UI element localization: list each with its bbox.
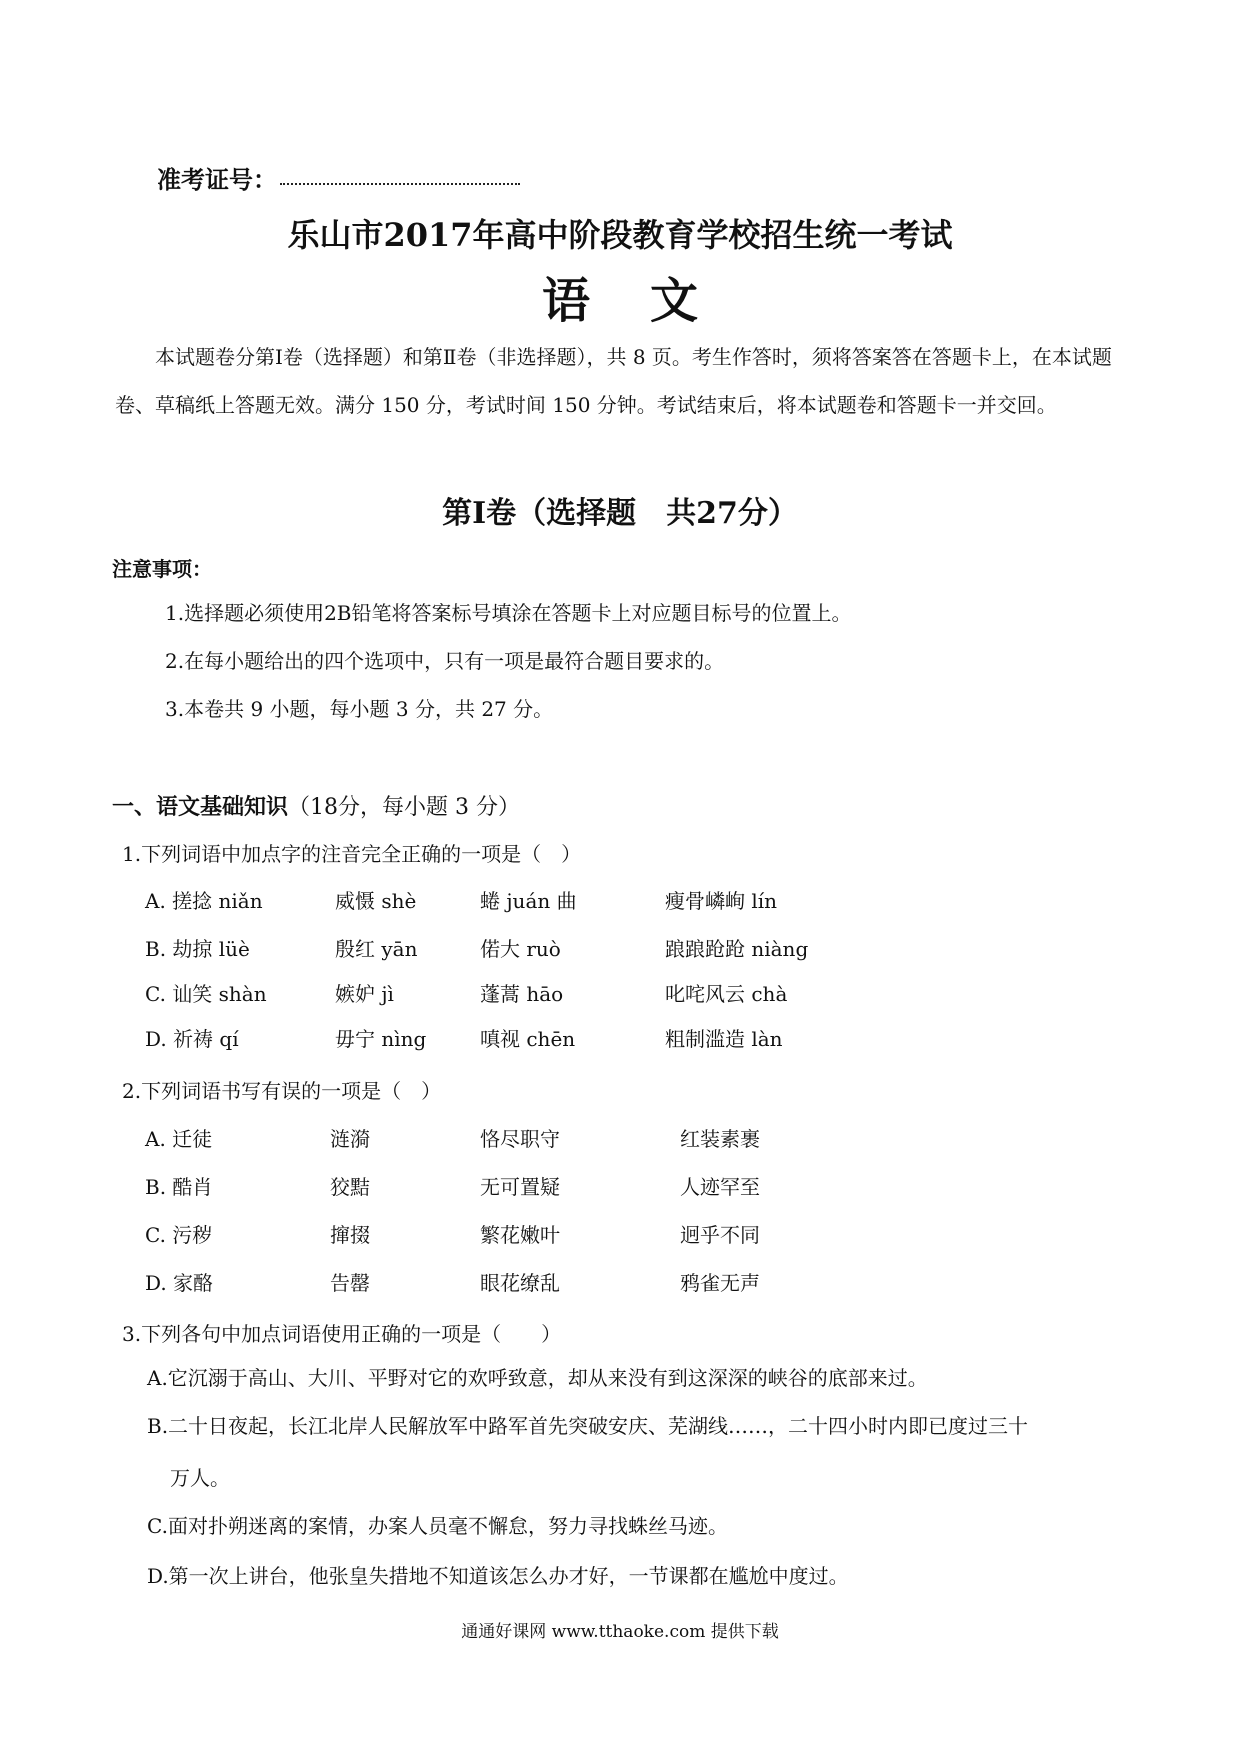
notice-item: 2.在每小题给出的四个选项中，只有一项是最符合题目要求的。 (165, 649, 725, 673)
q3-option-a: A.它沉溺于高山、大川、平野对它的欢呼致意，却从来没有到这深深的峡谷的底部来过。 (147, 1366, 928, 1390)
q1-option-cell: 蜷 juán 曲 (480, 889, 577, 913)
q1-option-cell: 偌大 ruò (480, 937, 561, 961)
q1-option-cell: 毋宁 nìng (335, 1027, 427, 1051)
q2-option-cell: A. 迁徒 (145, 1127, 213, 1151)
q2-option-cell: D. 家酪 (145, 1271, 214, 1295)
q2-option-cell: 狡黠 (330, 1175, 370, 1199)
q2-option-cell: 无可置疑 (480, 1175, 560, 1199)
part1-title: 第Ⅰ卷（选择题 共27分） (442, 496, 798, 531)
q1-option-cell: 威慑 shè (335, 889, 417, 913)
subject-title: 语文 (541, 273, 758, 329)
exam-id-blank (280, 183, 520, 185)
q1-option-cell: B. 劫掠 lüè (145, 937, 250, 961)
q2-option-cell: 告罄 (330, 1271, 370, 1295)
intro-paragraph: 本试题卷分第Ⅰ卷（选择题）和第Ⅱ卷（非选择题），共 8 页。考生作答时，须将答案答在答题卡上，在本试题卷、草稿纸上答题无效。满分 150 分，考试时间 150 分钟。考试结束后，将本试题卷和答题卡一并交回。 (115, 345, 1112, 417)
q1-option-cell: 瘦骨嶙峋 lín (665, 889, 778, 913)
q1-option-cell: 踉踉跄跄 niàng (665, 937, 809, 961)
q2-option-cell: 鸦雀无声 (680, 1271, 760, 1295)
q2-option-cell: 繁花嫩叶 (480, 1223, 560, 1247)
q2-option-cell: 涟漪 (330, 1127, 370, 1151)
q1-option-cell: A. 搓捻 niǎn (145, 889, 263, 913)
q2-option-cell: 红装素裹 (680, 1127, 760, 1151)
q1-option-cell: 嫉妒 jì (335, 982, 394, 1006)
q3-option-b: B.二十日夜起，长江北岸人民解放军中路军首先突破安庆、芜湖线……，二十四小时内即已度过三十 (147, 1414, 1029, 1438)
q1-stem: 1.下列词语中加点字的注音完全正确的一项是（ ） (122, 842, 582, 866)
q2-option-cell: 人迹罕至 (680, 1175, 760, 1199)
q3-option-b-continued: 万人。 (170, 1466, 230, 1490)
q1-option-cell: 嗔视 chēn (480, 1027, 576, 1051)
q2-stem: 2.下列词语书写有误的一项是（ ） (122, 1079, 442, 1103)
q1-option-cell: 殷红 yān (335, 937, 418, 961)
q3-option-c: C.面对扑朔迷离的案情，办案人员毫不懈怠，努力寻找蛛丝马迹。 (147, 1514, 728, 1538)
q2-option-cell: 眼花缭乱 (480, 1271, 560, 1295)
q3-stem: 3.下列各句中加点词语使用正确的一项是（ ） (122, 1322, 562, 1346)
q1-option-cell: 粗制滥造 làn (665, 1027, 783, 1051)
q1-option-cell: C. 讪笑 shàn (145, 982, 267, 1006)
q2-option-cell: 撺掇 (330, 1223, 370, 1247)
section1-title-main: 一、语文基础知识 (112, 794, 289, 820)
q1-option-cell: 蓬蒿 hāo (480, 982, 564, 1006)
q2-option-cell: C. 污秽 (145, 1223, 213, 1247)
section1-title-score: （18分，每小题 3 分） (288, 795, 520, 820)
q1-option-cell: D. 祈祷 qí (145, 1027, 239, 1051)
q2-option-cell: 恪尽职守 (480, 1127, 560, 1151)
q1-option-cell: 叱咤风云 chà (665, 982, 788, 1006)
footer-source: 通通好课网 www.tthaoke.com 提供下载 (461, 1622, 779, 1642)
notice-title: 注意事项： (112, 557, 212, 581)
exam-title: 乐山市2017年高中阶段教育学校招生统一考试 (287, 216, 953, 254)
section1-title (112, 790, 520, 821)
q2-option-cell: B. 酷肖 (145, 1175, 213, 1199)
notice-item: 1.选择题必须使用2B铅笔将答案标号填涂在答题卡上对应题目标号的位置上。 (165, 601, 852, 625)
q3-option-d: D.第一次上讲台，他张皇失措地不知道该怎么办才好，一节课都在尴尬中度过。 (147, 1564, 849, 1588)
notice-item: 3.本卷共 9 小题，每小题 3 分，共 27 分。 (165, 697, 554, 721)
exam-id-label: 准考证号： (157, 165, 277, 194)
q2-option-cell: 迥乎不同 (680, 1223, 760, 1247)
